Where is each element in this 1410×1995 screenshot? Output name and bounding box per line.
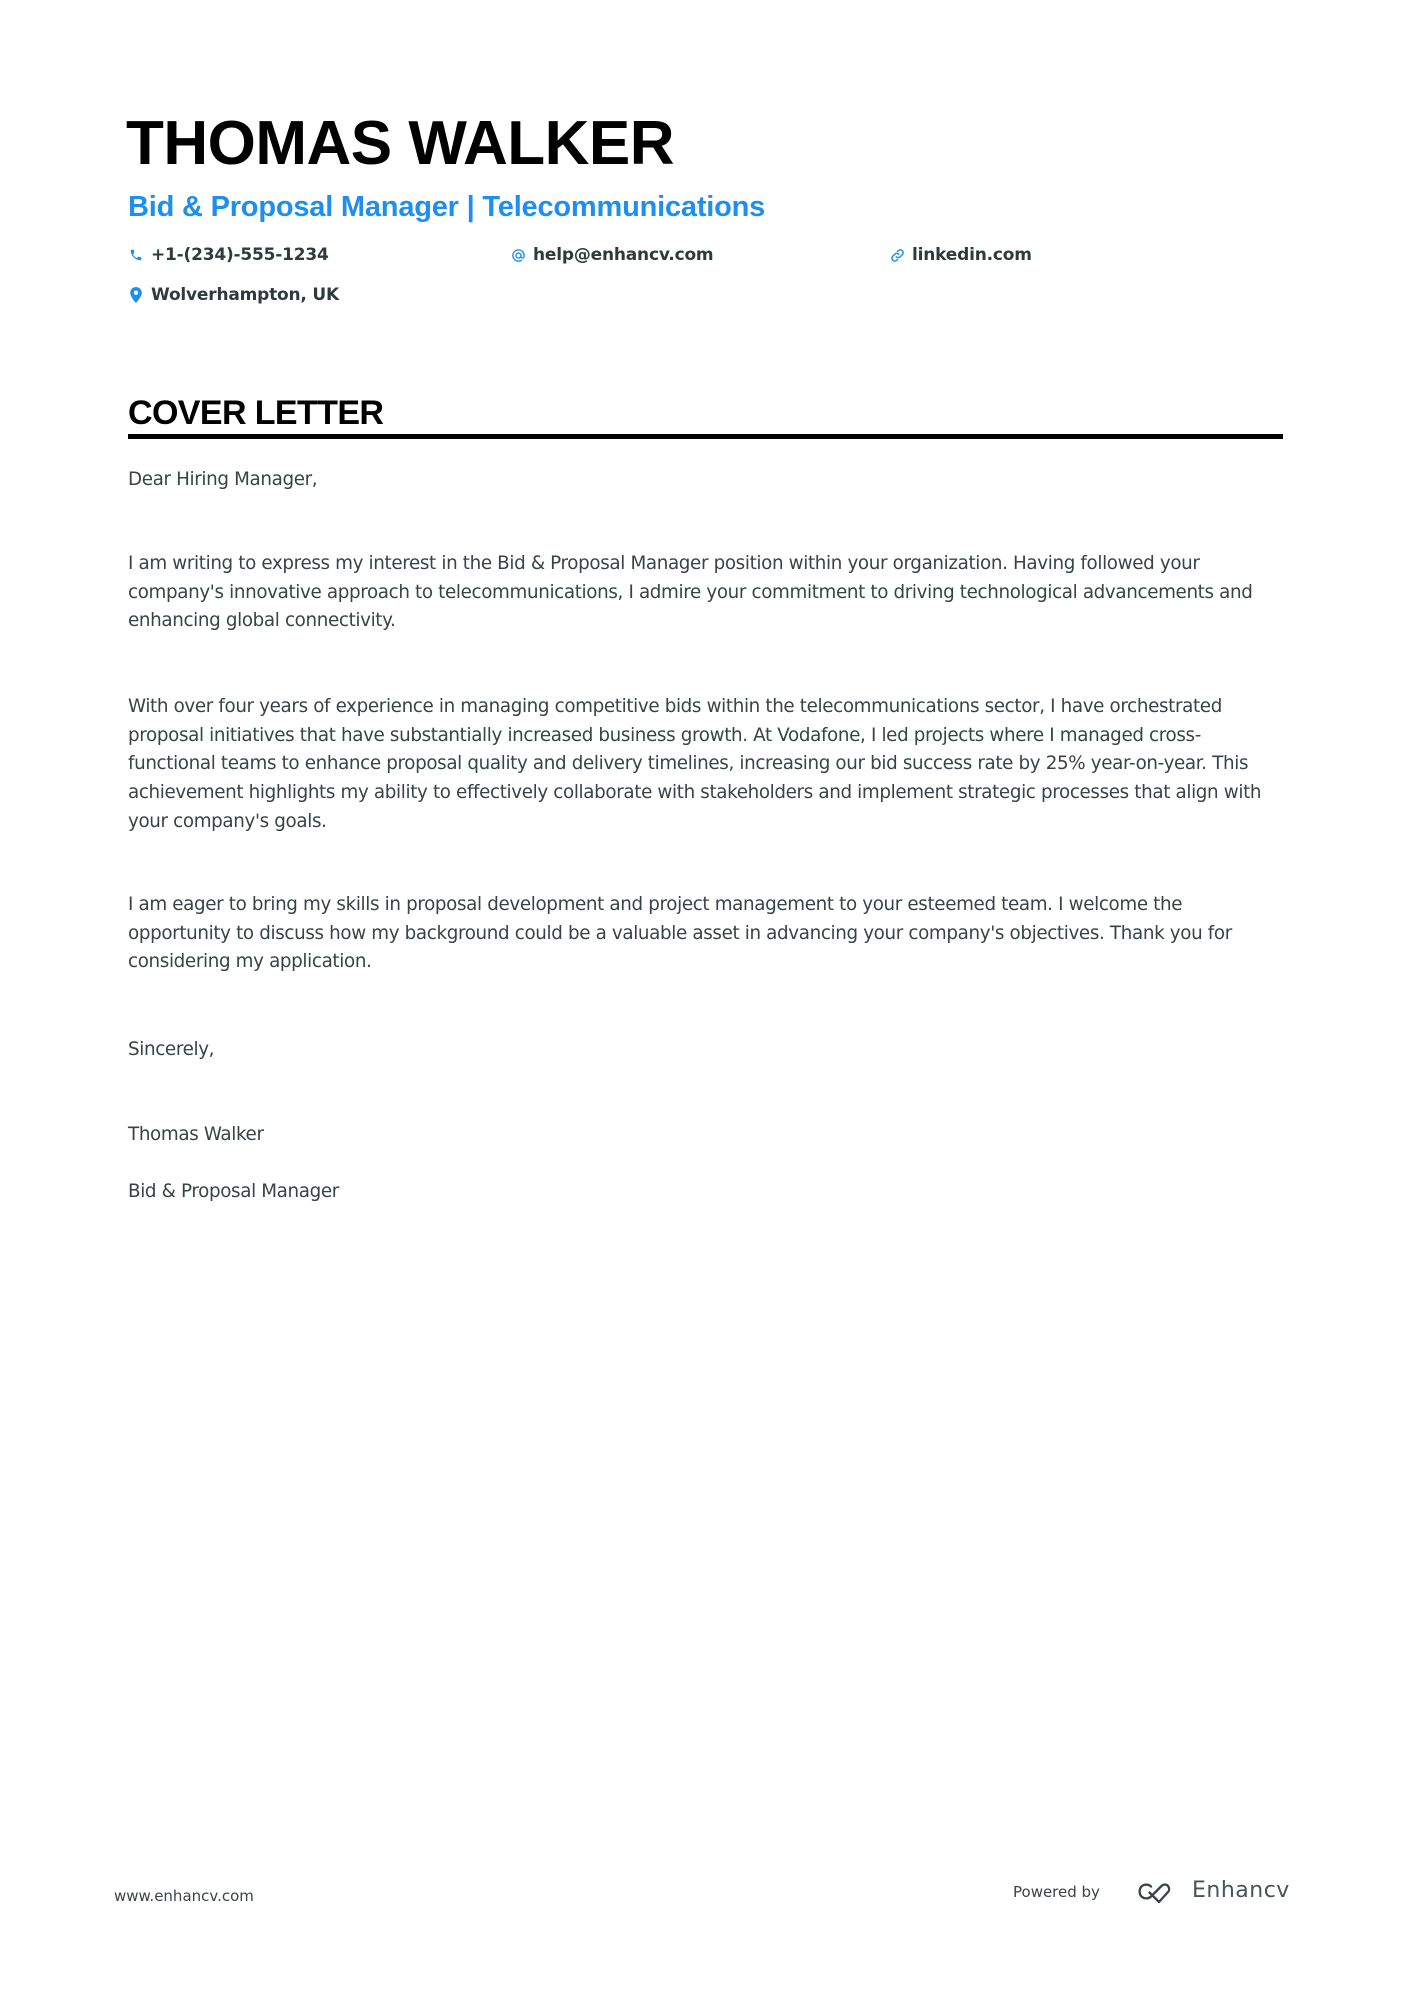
greeting: Dear Hiring Manager,: [128, 469, 318, 490]
link-text[interactable]: linkedin.com: [912, 245, 1032, 265]
at-icon: [510, 245, 526, 265]
email-text[interactable]: help@enhancv.com: [533, 245, 714, 265]
map-pin-icon: [128, 285, 144, 305]
section-divider: [128, 434, 1283, 439]
paragraph: I am writing to express my interest in the Bid & Proposal Manager position within your organization. Having followed your company's innovative approach to telecommunications, I admire your commitment to driving technological advancements and enhancing global connectivity.: [128, 553, 1253, 632]
footer-url[interactable]: www.enhancv.com: [114, 1887, 254, 1905]
section-title: COVER LETTER: [128, 394, 384, 432]
contact-phone: [128, 243, 329, 267]
paragraph: With over four years of experience in managing competitive bids within the telecommunications sector, I have orchestrated proposal initiatives that have substantially increased business growth. At Vodafone, I led projects where I managed cross-functional teams to enhance proposal quality and delivery timelines, increasing our bid success rate by 25% year-on-year. This achievement highlights my ability to effectively collaborate with stakeholders and implement strategic processes that align with your company's goals.: [128, 696, 1262, 832]
signature-title: Bid & Proposal Manager: [128, 1181, 339, 1202]
enhancv-logo-icon: [1133, 1881, 1180, 1905]
powered-by-label: Powered by: [1013, 1883, 1100, 1901]
enhancv-logo-text: Enhancv: [1192, 1878, 1290, 1903]
applicant-name: THOMAS WALKER: [126, 109, 675, 178]
applicant-title: Bid & Proposal Manager | Telecommunications: [128, 191, 766, 223]
contact-email[interactable]: [510, 243, 713, 267]
contact-location: [128, 283, 339, 307]
phone-text: +1-(234)-555-1234: [151, 245, 329, 265]
contact-link[interactable]: [889, 243, 1032, 267]
phone-icon: [128, 245, 144, 265]
closing: Sincerely,: [128, 1039, 215, 1060]
paragraph: I am eager to bring my skills in proposal development and project management to your esteemed team. I welcome the opportunity to discuss how my background could be a valuable asset in advancing your company's objectives. Thank you for considering my application.: [128, 894, 1232, 973]
link-icon: [889, 245, 905, 265]
signature-name: Thomas Walker: [128, 1124, 264, 1145]
location-text: Wolverhampton, UK: [151, 285, 339, 305]
